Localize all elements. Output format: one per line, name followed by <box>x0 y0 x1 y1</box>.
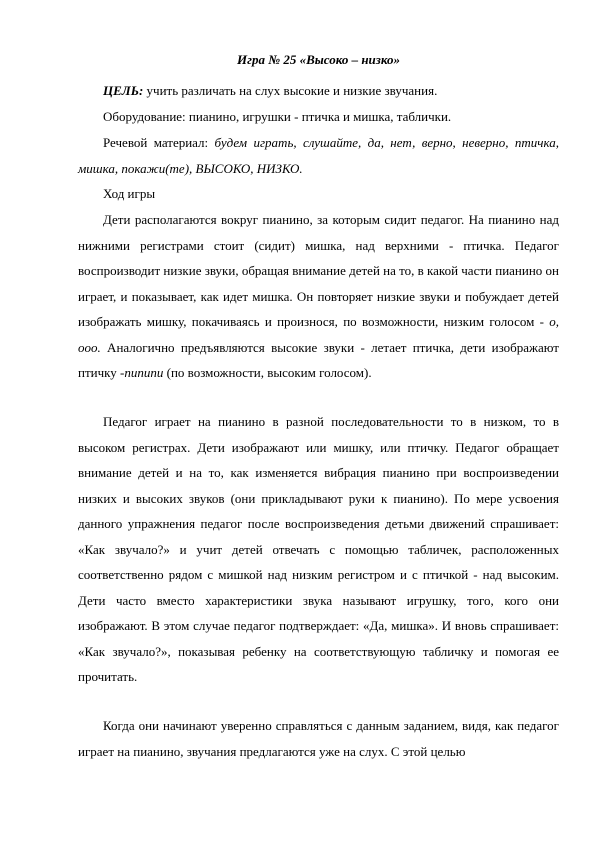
body1-italic2: пипипи <box>124 365 164 380</box>
body1-part2: Аналогично предъявляются высокие звуки - летает птичка, дети изображают птичку - <box>78 339 559 380</box>
body1-part1: Дети располагаются вокруг пианино, за которым сидит педагог. На пианино над нижними регистрами стоит (сидит) мишка, над верхними - птичка. Педагог воспроизводит низкие звуки, обращая внимание детей на то, в какой части пианино он играет, и показывает, как идет мишка. Он повторяет низкие звуки и побуждает детей изображать мишку, покачиваясь и произнося, по возможности, низким голосом - <box>78 212 559 329</box>
goal-text: учить различать на слух высокие и низкие звучания. <box>143 83 438 98</box>
goal-label: ЦЕЛЬ: <box>103 83 144 98</box>
speech-material-words: будем играть, слушайте, да, нет, верно, неверно, птичка, мишка, покажи(те), ВЫСОКО, НИЗКО. <box>78 135 559 176</box>
speech-material-label: Речевой материал: <box>103 135 215 150</box>
goal-paragraph <box>78 78 559 104</box>
document-title: Игра № 25 «Высоко – низко» <box>237 52 400 67</box>
body1-italic1: о, ооо. <box>78 314 559 355</box>
body1-part3: (по возможности, высоким голосом). <box>163 365 372 380</box>
course-heading: Ход игры <box>103 186 156 201</box>
body-paragraph-3: Когда они начинают уверенно справляться с данным заданием, видя, как педагог играет на пианино, звучания предлагаются уже на слух. С этой целью <box>78 718 559 759</box>
equipment-paragraph: Оборудование: пианино, игрушки - птичка и мишка, таблички. <box>103 109 452 124</box>
speech-material-paragraph <box>78 130 559 181</box>
body-paragraph-2: Педагог играет на пианино в разной последовательности то в низком, то в высоком регистрах. Дети изображают или мишку, или птичку. Педагог обращает внимание детей и на то, как изменяется вибрация пианино при воспроизведении низких и высоких звуков (они прикладывают руки к пианино). По мере усвоения данного упражнения педагог после воспроизведения детьми движений спрашивает: «Как звучало?» и учит детей отвечать с помощью табличек, расположенных соответственно рядом с мишкой над низким регистром и с птичкой - над высоким. Дети часто вместо характеристики звука называют игрушку, того, кого они изображают. В этом случае педагог подтверждает: «Да, мишка». И вновь спрашивает: «Как звучало?», показывая ребенку на соответствующую табличку и помогая ее прочитать. <box>78 414 559 684</box>
body-paragraph-1 <box>78 207 559 386</box>
